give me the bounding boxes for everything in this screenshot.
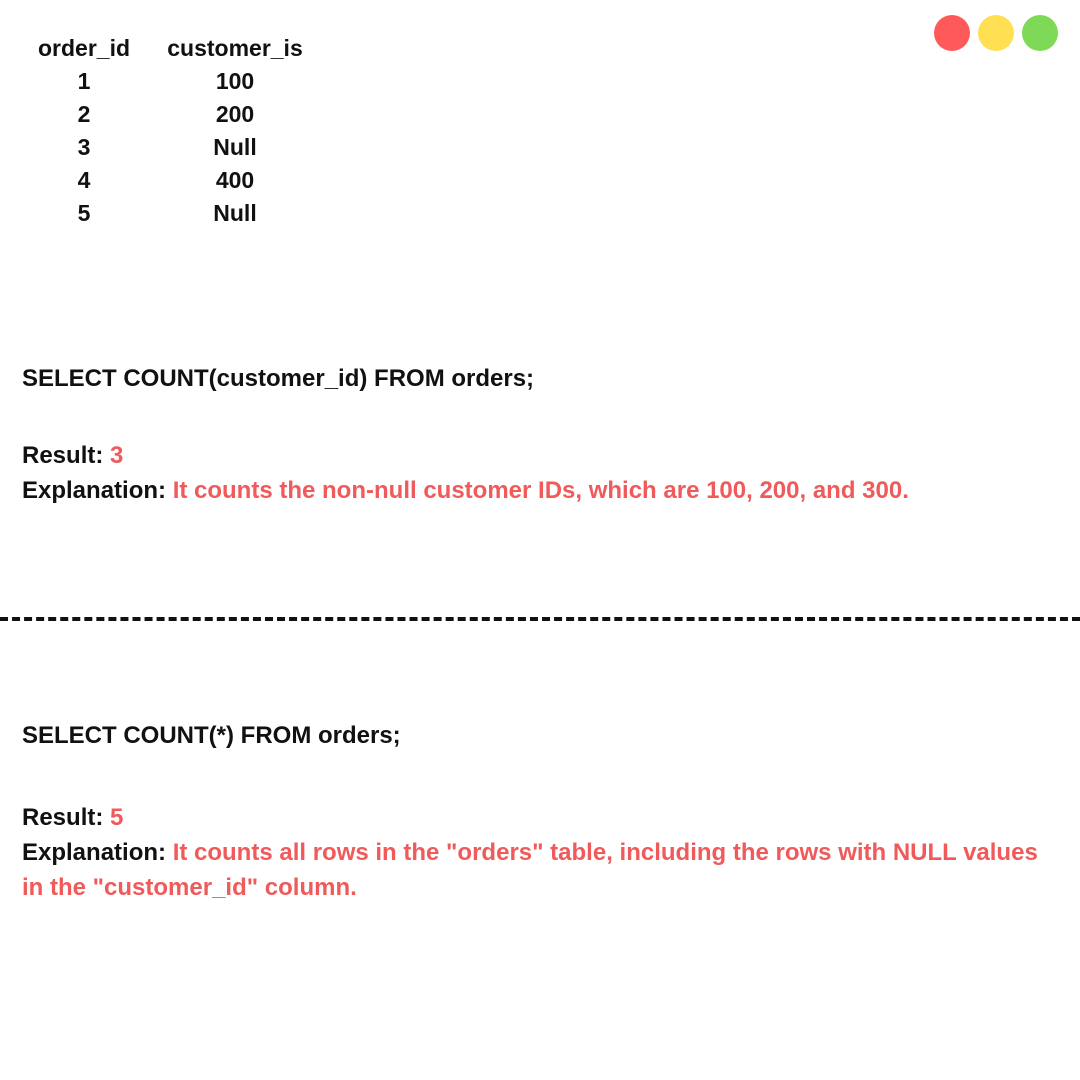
result-value: 3 (110, 442, 124, 469)
close-dot-icon[interactable] (934, 15, 970, 51)
orders-table (18, 32, 320, 230)
query-count-column: SELECT COUNT(customer_id) FROM orders; (22, 365, 535, 392)
customer-cell: 200 (215, 101, 255, 127)
query-count-star: SELECT COUNT(*) FROM orders; (22, 722, 401, 749)
table-row (18, 197, 320, 230)
customer-cell: Null (213, 134, 257, 160)
dashed-divider (0, 617, 1080, 621)
column-header-order-id: order_id (37, 35, 131, 61)
table-header-row (18, 32, 320, 65)
column-header-customer: customer_is (167, 35, 303, 61)
order-id-cell: 2 (77, 101, 91, 127)
order-id-cell: 1 (77, 68, 91, 94)
result-line-2 (22, 800, 1052, 835)
order-id-cell: 5 (77, 200, 91, 226)
result-label: Result: (22, 804, 104, 831)
explanation-text: It counts all rows in the "orders" table, including the rows with NULL values in the "customer_id" column. (22, 839, 1038, 901)
result-line-1 (22, 438, 1052, 473)
order-id-cell: 4 (77, 167, 91, 193)
table-row (18, 164, 320, 197)
customer-cell: Null (213, 200, 257, 226)
explanation-line-1 (22, 473, 1052, 508)
table-row (18, 131, 320, 164)
result-value: 5 (110, 804, 124, 831)
maximize-dot-icon[interactable] (1022, 15, 1058, 51)
table-row (18, 98, 320, 131)
explanation-label: Explanation: (22, 477, 167, 504)
minimize-dot-icon[interactable] (978, 15, 1014, 51)
explanation-line-2 (22, 835, 1052, 905)
customer-cell: 100 (215, 68, 255, 94)
explanation-text: It counts the non-null customer IDs, which are 100, 200, and 300. (172, 477, 909, 504)
table-row (18, 65, 320, 98)
window-controls (934, 15, 1058, 51)
explanation-label: Explanation: (22, 839, 167, 866)
customer-cell: 400 (215, 167, 255, 193)
order-id-cell: 3 (77, 134, 91, 160)
result-label: Result: (22, 442, 104, 469)
